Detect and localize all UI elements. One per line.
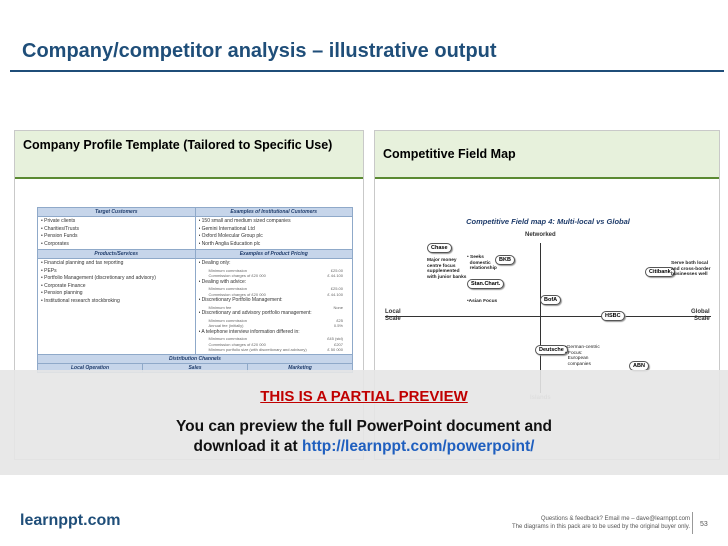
- slide-title: Company/competitor analysis – illustrative output: [22, 40, 497, 62]
- preview-line-1: You can preview the full PowerPoint document and: [175, 418, 553, 435]
- footer-license: The diagrams in this pack are to be used by the original buyer only.: [512, 524, 690, 530]
- pricing-sub: Minimum fee None: [208, 304, 343, 310]
- note-major-money: Major money centre focus supplemented with junior banks: [427, 258, 467, 280]
- list-item: • A telephone interview information differed in:: [198, 328, 300, 335]
- competitive-field-heading: Competitive Field Map: [375, 131, 719, 179]
- pricing-list: [195, 259, 353, 354]
- customers-row: [37, 217, 353, 250]
- title-rule: [10, 70, 724, 72]
- list-item: • Dealing with advice:: [198, 278, 247, 285]
- preview-download-link[interactable]: http://learnppt.com/powerpoint/: [302, 438, 535, 455]
- distribution-col: Sales: [142, 364, 247, 372]
- axis-label-global-scale: Global Scale: [691, 309, 710, 322]
- distribution-col: Local Operation: [38, 364, 142, 372]
- list-item: • Corporates: [41, 240, 69, 247]
- products-list: [38, 259, 195, 354]
- products-header: Products/Services: [38, 250, 195, 258]
- list-item: • Portfolio Management (discretionary and advisory): [41, 275, 156, 281]
- institutional-customers-header: Examples of Institutional Customers: [195, 208, 353, 216]
- preview-line-2-prefix: download it at: [193, 438, 302, 455]
- list-item: • Dealing only:: [198, 260, 231, 266]
- axis-label-networked: Networked: [525, 232, 556, 238]
- note-seeks: • Seeks domestic relationship: [467, 255, 497, 271]
- institutional-customers-list: [195, 217, 353, 249]
- products-header-row: [37, 250, 353, 259]
- customers-header-row: [37, 207, 353, 217]
- note-asian-focus: •Asian Focus: [467, 299, 498, 304]
- partial-preview-headline: THIS IS A PARTIAL PREVIEW: [260, 388, 468, 405]
- note-serve-both: Serve both local and cross-border businesses well: [671, 261, 711, 277]
- list-item: • Private clients: [41, 218, 76, 224]
- list-item: • Corporate Finance: [41, 282, 86, 289]
- bank-citibank: Citibank: [645, 267, 675, 277]
- pricing-sub: Minimum commission £25.00: [208, 286, 343, 291]
- list-item: • Institutional research stockbroking: [41, 297, 120, 304]
- footer-feedback: Questions & feedback? Email me – dave@learnppt.com: [540, 516, 690, 522]
- footer-separator: [692, 512, 693, 534]
- bank-bofa: BofA: [540, 295, 561, 305]
- axis-label-local-scale: Local Scale: [385, 309, 401, 322]
- pricing-sub: Commission charges of £20 000 £ 44.100: [208, 291, 343, 297]
- pricing-sub: Minimum portfolio size (with discretionary and advisory) £ 50 000: [208, 347, 343, 352]
- bank-bkb: BKB: [495, 255, 515, 265]
- note-german-centric: •German-centric • Focus: European companies: [565, 345, 600, 367]
- horizontal-axis: [385, 316, 711, 317]
- list-item: • Discretionary and advisory portfolio management:: [198, 310, 312, 316]
- bank-deutsche: Deutsche: [535, 345, 568, 355]
- bank-stan-chart: Stan.Chart.: [467, 279, 504, 289]
- list-item: • Discretionary Portfolio Management:: [198, 297, 283, 303]
- list-item: • Financial planning and tax reporting: [41, 260, 124, 266]
- pricing-sub: Annual fee (initially) 0.5%: [208, 323, 343, 328]
- pricing-sub: Minimum commission £45 (std): [208, 336, 343, 341]
- list-item: • 150 small and medium sized companies: [198, 218, 291, 224]
- pricing-sub: Minimum commission £25: [208, 317, 343, 323]
- list-item: • Charities/Trusts: [41, 225, 79, 232]
- pricing-sub: Minimum commission £25.00: [208, 267, 343, 273]
- list-item: • Gemini International Ltd: [198, 225, 255, 232]
- list-item: • Pension planning: [41, 290, 83, 296]
- footer-note: [512, 515, 690, 531]
- target-customers-header: Target Customers: [38, 208, 195, 216]
- pricing-sub: Commission charges of £20 000 £207: [208, 341, 343, 347]
- products-row: [37, 259, 353, 355]
- distribution-col: Marketing: [247, 364, 352, 372]
- bank-abn: ABN: [629, 361, 649, 371]
- target-customers-list: [38, 217, 195, 249]
- bank-chase: Chase: [427, 243, 452, 253]
- pricing-header: Examples of Product Pricing: [195, 250, 353, 258]
- distribution-header: Distribution Channels: [37, 355, 353, 364]
- footer-logo: learnppt.com: [20, 512, 121, 529]
- list-item: • PEPs: [41, 267, 57, 274]
- profile-template: [37, 207, 353, 373]
- preview-line-2: [0, 438, 728, 456]
- map-title: Competitive Field map 4: Multi-local vs Global: [466, 217, 630, 226]
- pricing-sub: Commission charges of £20 000 £ 44.100: [208, 273, 343, 278]
- company-profile-heading: Company Profile Template (Tailored to Specific Use): [15, 131, 363, 179]
- list-item: • Pension Funds: [41, 233, 78, 239]
- partial-preview-overlay: [0, 370, 728, 475]
- bank-hsbc: HSBC: [601, 311, 625, 321]
- list-item: • Oxford Molecular Group plc: [198, 233, 263, 239]
- page-number: 53: [700, 521, 708, 528]
- list-item: • North Anglia Education plc: [198, 240, 261, 247]
